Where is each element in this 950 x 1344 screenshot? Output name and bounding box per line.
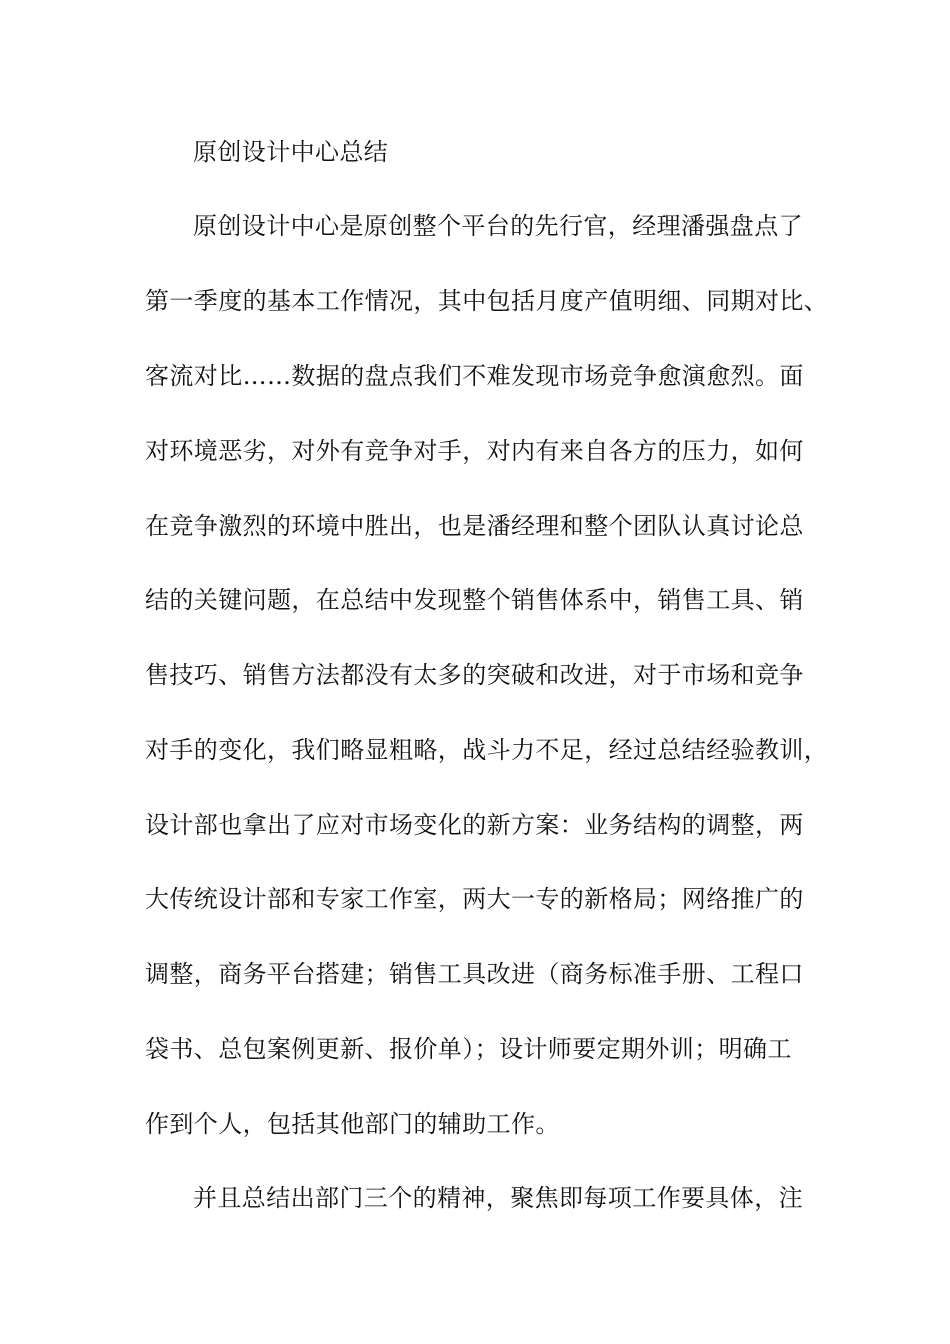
paragraph-line: 第一季度的基本工作情况，其中包括月度产值明细、同期对比、 (145, 287, 829, 315)
paragraph-line: 对环境恶劣，对外有竞争对手，对内有来自各方的压力，如何 (145, 437, 804, 465)
paragraph-line: 对手的变化，我们略显粗略，战斗力不足，经过总结经验教训， (145, 736, 829, 764)
paragraph-line: 原创设计中心是原创整个平台的先行官，经理潘强盘点了 (193, 212, 803, 240)
paragraph-line: 袋书、总包案例更新、报价单）；设计师要定期外训；明确工 (145, 1035, 792, 1063)
paragraph-line: 客流对比……数据的盘点我们不难发现市场竞争愈演愈烈。面 (145, 362, 804, 390)
document-title: 原创设计中心总结 (193, 138, 389, 166)
paragraph-line: 设计部也拿出了应对市场变化的新方案：业务结构的调整，两 (145, 811, 804, 839)
paragraph-line: 作到个人，包括其他部门的辅助工作。 (145, 1110, 560, 1138)
paragraph-line: 并且总结出部门三个的精神，聚焦即每项工作要具体，注 (193, 1184, 803, 1212)
paragraph-line: 在竞争激烈的环境中胜出，也是潘经理和整个团队认真讨论总 (145, 512, 804, 540)
paragraph-line: 结的关键问题，在总结中发现整个销售体系中，销售工具、销 (145, 586, 804, 614)
paragraph-line: 售技巧、销售方法都没有太多的突破和改进，对于市场和竞争 (145, 661, 804, 689)
paragraph-line: 调整，商务平台搭建；销售工具改进（商务标准手册、工程口 (145, 960, 804, 988)
paragraph-line: 大传统设计部和专家工作室，两大一专的新格局；网络推广的 (145, 885, 804, 913)
